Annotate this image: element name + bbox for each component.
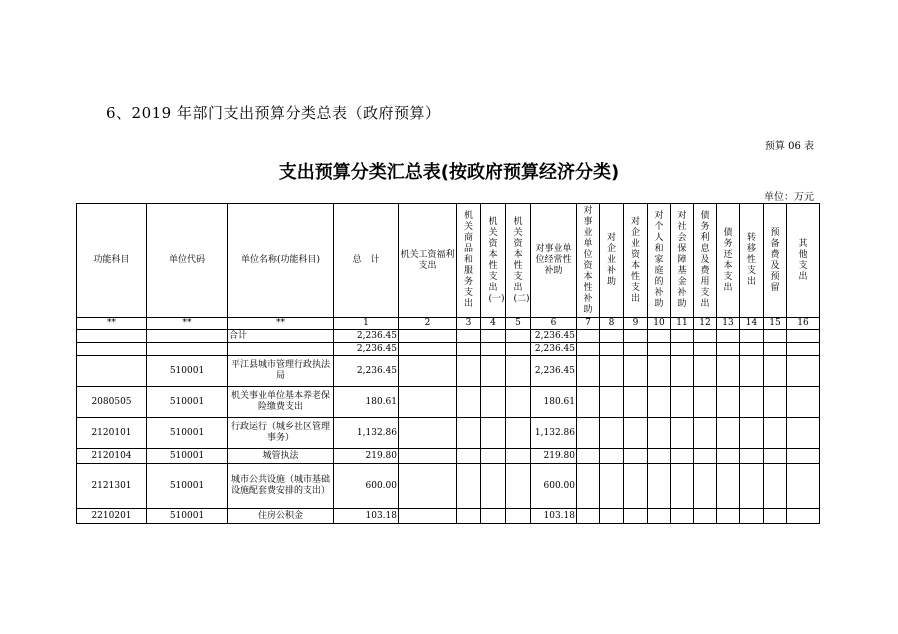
table-cell: 住房公积金 <box>228 509 334 524</box>
table-cell: 1,132.86 <box>334 418 399 449</box>
column-header <box>457 204 481 318</box>
column-header <box>624 204 648 318</box>
table-cell: 2,236.45 <box>334 330 399 343</box>
table-cell <box>671 387 694 418</box>
table-cell <box>717 330 740 343</box>
column-header-label: 对社会保障基金补助 <box>677 211 687 309</box>
table-cell <box>600 343 624 356</box>
table-cell <box>740 464 764 509</box>
column-index-cell: ** <box>147 318 228 330</box>
table-cell <box>764 387 787 418</box>
column-header <box>399 204 457 318</box>
table-cell <box>481 343 506 356</box>
table-cell <box>77 330 147 343</box>
table-title: 支出预算分类汇总表(按政府预算经济分类) <box>278 162 620 183</box>
column-header-label: 机关工资福利支出 <box>400 249 455 271</box>
table-cell <box>624 449 648 464</box>
table-cell <box>600 387 624 418</box>
table-cell: 180.61 <box>531 387 577 418</box>
table-row <box>77 343 820 356</box>
table-cell: 180.61 <box>334 387 399 418</box>
table-cell: 219.80 <box>531 449 577 464</box>
column-header <box>481 204 506 318</box>
column-index-cell: 13 <box>717 318 740 330</box>
table-cell <box>764 418 787 449</box>
table-cell: 510001 <box>147 387 228 418</box>
column-index-cell: 11 <box>671 318 694 330</box>
table-cell <box>694 387 717 418</box>
table-cell: 2080505 <box>77 387 147 418</box>
table-cell: 219.80 <box>334 449 399 464</box>
table-cell <box>671 330 694 343</box>
column-header-label: 其他支出 <box>798 238 808 282</box>
table-cell <box>787 387 820 418</box>
table-code: 预算 06 表 <box>764 141 814 152</box>
table-cell <box>228 343 334 356</box>
column-header <box>506 204 531 318</box>
column-index-cell: 2 <box>399 318 457 330</box>
column-index-cell: 4 <box>481 318 506 330</box>
table-cell <box>147 330 228 343</box>
table-cell: 2,236.45 <box>531 356 577 387</box>
column-header <box>648 204 671 318</box>
table-cell: 2,236.45 <box>334 356 399 387</box>
table-cell <box>648 509 671 524</box>
table-cell <box>457 387 481 418</box>
column-header-label: 转移性支出 <box>747 233 757 287</box>
table-cell <box>717 343 740 356</box>
table-cell <box>457 418 481 449</box>
table-cell: 510001 <box>147 449 228 464</box>
table-cell: 机关事业单位基本养老保险缴费支出 <box>228 387 334 418</box>
table-cell <box>671 356 694 387</box>
table-cell <box>740 387 764 418</box>
column-header-label: 债务利息及费用支出 <box>700 211 710 309</box>
column-index-row <box>77 318 820 330</box>
header-row <box>77 204 820 318</box>
column-index-cell: 12 <box>694 318 717 330</box>
table-cell <box>506 418 531 449</box>
table-cell <box>600 464 624 509</box>
column-index-cell: 14 <box>740 318 764 330</box>
table-cell <box>399 343 457 356</box>
table-cell <box>506 464 531 509</box>
column-header-label: 机关商品和服务支出 <box>464 211 474 309</box>
table-cell <box>717 449 740 464</box>
table-cell: 103.18 <box>531 509 577 524</box>
table-cell <box>506 449 531 464</box>
table-cell <box>399 509 457 524</box>
table-row <box>77 464 820 509</box>
table-cell <box>600 356 624 387</box>
table-cell <box>600 449 624 464</box>
table-cell: 2120101 <box>77 418 147 449</box>
table-row <box>77 418 820 449</box>
column-header-label: 债务还本支出 <box>723 227 733 293</box>
table-cell <box>481 509 506 524</box>
table-cell <box>506 509 531 524</box>
column-header <box>717 204 740 318</box>
column-index-cell: 5 <box>506 318 531 330</box>
table-cell <box>577 509 600 524</box>
table-cell <box>787 356 820 387</box>
table-cell <box>624 464 648 509</box>
table-cell <box>764 509 787 524</box>
unit-label: 单位：万元 <box>764 192 814 203</box>
table-cell: 城管执法 <box>228 449 334 464</box>
column-header-label: 对企业补助 <box>607 233 617 287</box>
table-cell <box>671 343 694 356</box>
table-cell <box>787 449 820 464</box>
column-header-label: 对事业单位资本性补助 <box>583 205 593 315</box>
table-cell <box>577 330 600 343</box>
column-header-label: 对事业单位经常性补助 <box>535 244 572 276</box>
table-cell <box>648 464 671 509</box>
table-cell: 2121301 <box>77 464 147 509</box>
column-header-label: 机关资本性支出(一) <box>488 216 505 304</box>
table-cell <box>577 343 600 356</box>
table-cell: 2,236.45 <box>531 330 577 343</box>
table-cell <box>671 509 694 524</box>
table-cell: 510001 <box>147 418 228 449</box>
table-cell <box>577 449 600 464</box>
table-cell: 1,132.86 <box>531 418 577 449</box>
table-cell <box>740 418 764 449</box>
table-cell <box>671 449 694 464</box>
column-header <box>147 204 228 318</box>
table-cell <box>577 464 600 509</box>
column-index-cell: ** <box>77 318 147 330</box>
column-header <box>334 204 399 318</box>
table-row <box>77 330 820 343</box>
column-index-cell: 3 <box>457 318 481 330</box>
table-cell: 600.00 <box>531 464 577 509</box>
table-cell <box>648 330 671 343</box>
column-header-label: 单位代码 <box>168 255 205 265</box>
column-index-cell: 7 <box>577 318 600 330</box>
table-cell <box>77 343 147 356</box>
table-cell <box>694 330 717 343</box>
table-cell <box>457 449 481 464</box>
table-cell <box>671 418 694 449</box>
table-cell <box>457 509 481 524</box>
table-cell <box>717 356 740 387</box>
table-cell: 2120104 <box>77 449 147 464</box>
table-cell <box>481 330 506 343</box>
table-cell <box>740 449 764 464</box>
column-header <box>694 204 717 318</box>
table-cell <box>506 356 531 387</box>
column-header <box>740 204 764 318</box>
table-cell <box>624 387 648 418</box>
column-header <box>600 204 624 318</box>
column-index-cell: 9 <box>624 318 648 330</box>
table-cell <box>740 356 764 387</box>
column-header-label: 功能科目 <box>93 255 130 265</box>
column-header-label: 单位名称(功能科目) <box>240 255 321 265</box>
table-cell: 2,236.45 <box>334 343 399 356</box>
column-header <box>764 204 787 318</box>
table-cell <box>717 418 740 449</box>
table-cell <box>694 509 717 524</box>
column-header <box>77 204 147 318</box>
column-index-cell: 8 <box>600 318 624 330</box>
table-cell <box>764 330 787 343</box>
table-cell <box>600 509 624 524</box>
table-cell <box>577 356 600 387</box>
column-header <box>228 204 334 318</box>
column-index-cell: 1 <box>334 318 399 330</box>
table-cell <box>648 387 671 418</box>
table-cell <box>481 464 506 509</box>
table-cell <box>457 330 481 343</box>
table-cell <box>648 418 671 449</box>
table-cell <box>648 343 671 356</box>
table-cell <box>481 387 506 418</box>
table-cell <box>694 343 717 356</box>
column-index-cell: 16 <box>787 318 820 330</box>
table-cell <box>764 356 787 387</box>
table-cell <box>694 449 717 464</box>
column-header <box>577 204 600 318</box>
table-cell: 平江县城市管理行政执法局 <box>228 356 334 387</box>
table-cell <box>147 343 228 356</box>
table-cell <box>787 330 820 343</box>
table-cell <box>624 330 648 343</box>
table-row <box>77 356 820 387</box>
table-cell <box>399 330 457 343</box>
table-cell <box>577 418 600 449</box>
table-cell <box>481 356 506 387</box>
table-cell <box>77 356 147 387</box>
table-cell: 城市公共设施（城市基础设施配套费安排的支出） <box>228 464 334 509</box>
column-header <box>671 204 694 318</box>
table-cell <box>506 330 531 343</box>
column-header-label: 对企业资本性支出 <box>631 216 641 304</box>
table-cell <box>694 464 717 509</box>
table-cell <box>399 464 457 509</box>
table-row <box>77 387 820 418</box>
column-header <box>531 204 577 318</box>
table-cell <box>624 509 648 524</box>
table-cell: 510001 <box>147 356 228 387</box>
table-cell <box>399 387 457 418</box>
table-cell <box>764 343 787 356</box>
table-cell <box>740 343 764 356</box>
table-cell <box>624 418 648 449</box>
table-cell <box>648 449 671 464</box>
table-cell <box>787 509 820 524</box>
column-header-label: 总 计 <box>352 255 380 265</box>
table-cell <box>600 330 624 343</box>
table-cell <box>787 343 820 356</box>
table-cell <box>694 418 717 449</box>
table-cell <box>694 356 717 387</box>
column-header-label: 对个人和家庭的补助 <box>654 211 664 309</box>
budget-table <box>76 203 820 524</box>
table-cell <box>399 449 457 464</box>
table-cell <box>764 464 787 509</box>
table-cell: 510001 <box>147 509 228 524</box>
column-header-label: 机关资本性支出(二) <box>513 216 530 304</box>
table-cell <box>600 418 624 449</box>
table-cell <box>481 449 506 464</box>
table-cell <box>717 387 740 418</box>
table-cell <box>399 418 457 449</box>
table-cell <box>457 464 481 509</box>
table-cell <box>577 387 600 418</box>
column-index-cell: 15 <box>764 318 787 330</box>
table-cell <box>457 343 481 356</box>
table-cell <box>624 343 648 356</box>
column-index-cell: 6 <box>531 318 577 330</box>
column-header <box>787 204 820 318</box>
section-heading: 6、2019 年部门支出预算分类总表（政府预算） <box>106 104 441 122</box>
table-cell: 2210201 <box>77 509 147 524</box>
table-cell <box>717 464 740 509</box>
table-cell <box>506 387 531 418</box>
table-cell: 600.00 <box>334 464 399 509</box>
table-cell: 103.18 <box>334 509 399 524</box>
table-cell <box>648 356 671 387</box>
table-cell <box>740 330 764 343</box>
table-row <box>77 509 820 524</box>
table-cell: 2,236.45 <box>531 343 577 356</box>
table-cell <box>717 509 740 524</box>
column-index-cell: 10 <box>648 318 671 330</box>
column-header-label: 预备费及预留 <box>770 227 780 293</box>
table-cell <box>740 509 764 524</box>
table-cell <box>399 356 457 387</box>
table-cell <box>624 356 648 387</box>
table-cell: 合计 <box>228 330 334 343</box>
table-cell <box>787 464 820 509</box>
table-cell <box>481 418 506 449</box>
table-cell <box>457 356 481 387</box>
column-index-cell: ** <box>228 318 334 330</box>
table-cell <box>671 464 694 509</box>
table-cell <box>787 418 820 449</box>
table-cell <box>506 343 531 356</box>
table-cell <box>764 449 787 464</box>
table-cell: 510001 <box>147 464 228 509</box>
table-row <box>77 449 820 464</box>
table-cell: 行政运行（城乡社区管理事务） <box>228 418 334 449</box>
